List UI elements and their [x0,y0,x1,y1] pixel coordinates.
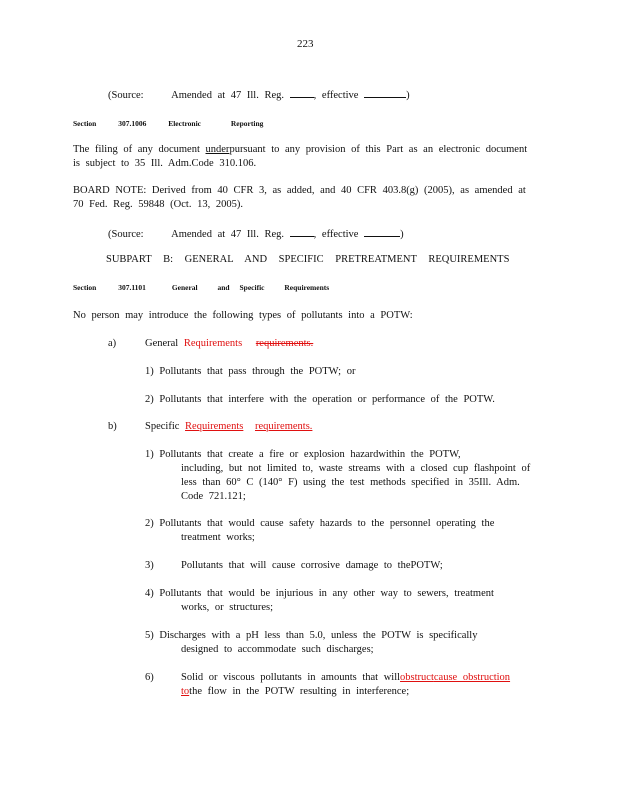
deleted-text: obstruct [400,672,434,683]
item-b1-line1: 1) Pollutants that create a fire or explosion hazardwithin the POTW, [145,449,461,460]
item-b-label: b) [108,421,117,432]
item-a-label: a) [108,338,117,349]
item-b6-line2: tothe flow in the POTW resulting in interference; [181,686,410,697]
subpart-heading: SUBPART B: GENERAL AND SPECIFIC PRETREATMENT REQUIREMENTS [106,254,510,265]
inserted-text: Requirements [183,338,243,349]
inserted-text: cause obstruction [433,672,511,683]
blank-line [364,227,400,237]
source-note-2: (Source: Amended at 47 Ill. Reg. , effective ) [108,229,404,240]
section-heading-1101: Section 307.1101 General and Specific Requirements [73,283,330,292]
inserted-text: Requirements [185,421,244,432]
item-b6-number: 6) [145,672,154,683]
page-number: 223 [297,38,314,50]
item-b2-line1: 2) Pollutants that would cause safety hazards to the personnel operating the [145,518,495,529]
item-b4-line1: 4) Pollutants that would be injurious in any other way to sewers, treatment [145,588,494,599]
paragraph-filing: The filing of any document underpursuant to any provision of this Part as an electronic document [73,144,528,155]
item-a2: 2) Pollutants that interfere with the operation or performance of the POTW. [145,394,495,405]
item-a1: 1) Pollutants that pass through the POTW; or [145,366,356,377]
intro-sentence: No person may introduce the following types of pollutants into a POTW: [73,310,413,321]
item-b5-line2: designed to accommodate such discharges; [181,644,374,655]
item-b2-line2: treatment works; [181,532,255,543]
board-note-line1: BOARD NOTE: Derived from 40 CFR 3, as added, and 40 CFR 403.8(g) (2005), as amended at [73,185,526,196]
item-b5-line1: 5) Discharges with a pH less than 5.0, unless the POTW is specifically [145,630,478,641]
source-note-1: (Source: Amended at 47 Ill. Reg. , effective ) [108,90,410,101]
item-a-heading: General Requirements requirements. [145,338,314,349]
blank-line [290,227,314,237]
item-b-heading: Specific Requirements requirements. [145,421,313,432]
blank-line [364,88,406,98]
item-b3-number: 3) [145,560,154,571]
blank-line [290,88,314,98]
item-b1-line4: Code 721.121; [181,491,246,502]
inserted-text: to [181,686,190,697]
paragraph-filing-line2: is subject to 35 Ill. Adm.Code 310.106. [73,158,257,169]
item-b1-line2: including, but not limited to, waste streams with a closed cup flashpoint of [181,463,531,474]
item-b6-line1: Solid or viscous pollutants in amounts that willobstructcause obstruction [181,672,511,683]
board-note-line2: 70 Fed. Reg. 59848 (Oct. 13, 2005). [73,199,243,210]
item-b1-line3: less than 60° C (140° F) using the test methods specified in 35Ill. Adm. [181,477,520,488]
section-heading-1006: Section 307.1006 Electronic Reporting [73,119,264,128]
inserted-text: requirements. [254,421,313,432]
item-b4-line2: works, or structures; [181,602,274,613]
item-b3-text: Pollutants that will cause corrosive damage to thePOTW; [181,560,443,571]
deleted-text: requirements. [255,338,314,349]
